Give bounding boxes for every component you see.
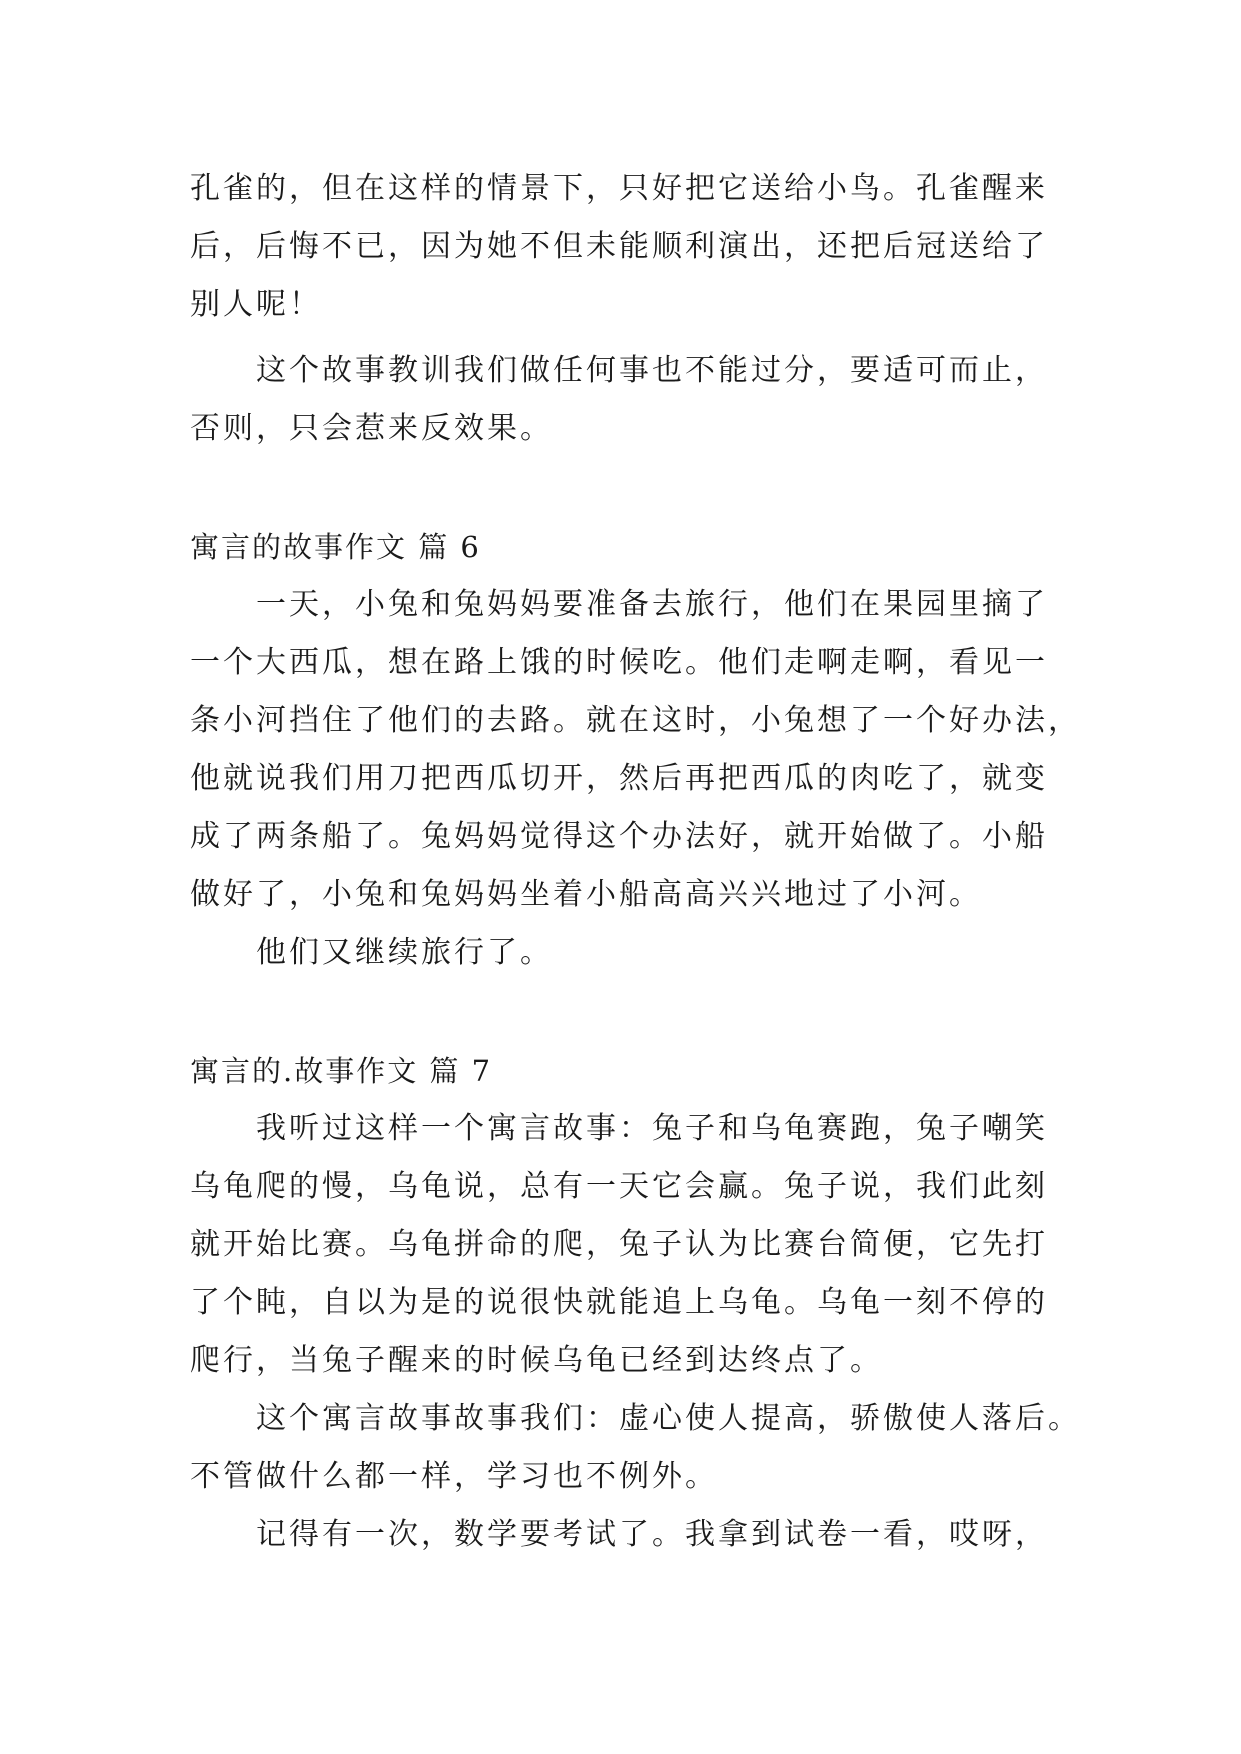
paragraph-line: 记得有一次，数学要考试了。我拿到试卷一看，哎呀，: [256, 1517, 1048, 1552]
section-heading: 寓言的故事作文 篇 6: [190, 530, 481, 564]
paragraph-line: 我听过这样一个寓言故事：兔子和乌龟赛跑，兔子嘲笑: [256, 1111, 1048, 1146]
paragraph-line: 爬行，当兔子醒来的时候乌龟已经到达终点了。: [190, 1343, 883, 1378]
paragraph: [190, 924, 1055, 982]
paragraph: [190, 1506, 1055, 1564]
paragraph-line: 做好了，小兔和兔妈妈坐着小船高高兴兴地过了小河。: [190, 877, 982, 912]
paragraph-line: 别人呢！: [190, 287, 322, 322]
paragraph-line: 条小河挡住了他们的去路。就在这时，小兔想了一个好办法，: [190, 703, 1081, 738]
paragraph-line: 后，后悔不已，因为她不但未能顺利演出，还把后冠送给了: [190, 229, 1048, 264]
paragraph: [190, 342, 1055, 458]
paragraph: [190, 1100, 1055, 1390]
paragraph-line: 他就说我们用刀把西瓜切开，然后再把西瓜的肉吃了，就变: [190, 761, 1048, 796]
paragraph-line: 这个故事教训我们做任何事也不能过分，要适可而止，: [256, 353, 1048, 388]
paragraph-line: 就开始比赛。乌龟拼命的爬，兔子认为比赛台简便，它先打: [190, 1227, 1048, 1262]
paragraph: [190, 1390, 1081, 1506]
paragraph-line: 一个大西瓜，想在路上饿的时候吃。他们走啊走啊，看见一: [190, 645, 1048, 680]
paragraph-line: 了个盹，自以为是的说很快就能追上乌龟。乌龟一刻不停的: [190, 1285, 1048, 1320]
paragraph-line: 不管做什么都一样，学习也不例外。: [190, 1459, 718, 1494]
paragraph: [190, 576, 1081, 924]
paragraph-line: 他们又继续旅行了。: [256, 935, 553, 970]
paragraph-line: 乌龟爬的慢，乌龟说，总有一天它会赢。兔子说，我们此刻: [190, 1169, 1048, 1204]
paragraph-line: 这个寓言故事故事我们：虚心使人提高，骄傲使人落后。: [256, 1401, 1081, 1436]
paragraph-line: 孔雀的，但在这样的情景下，只好把它送给小鸟。孔雀醒来: [190, 171, 1048, 206]
paragraph-line: 否则，只会惹来反效果。: [190, 411, 553, 446]
paragraph-line: 成了两条船了。兔妈妈觉得这个办法好，就开始做了。小船: [190, 819, 1048, 854]
paragraph: [190, 160, 1055, 334]
section-heading: 寓言的.故事作文 篇 7: [190, 1054, 493, 1088]
paragraph-line: 一天，小兔和兔妈妈要准备去旅行，他们在果园里摘了: [256, 587, 1048, 622]
document-page: [190, 160, 1081, 1564]
